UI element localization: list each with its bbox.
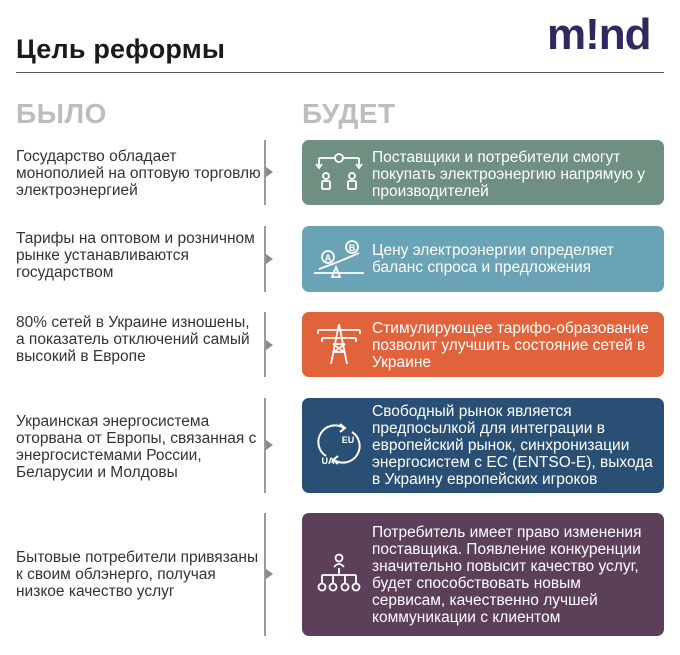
before-text-5: Бытовые потребители привязаны к своим облэнерго, получая низкое качество услуг: [16, 549, 259, 600]
after-text-4: Свободный рынок является предпосылкой для интеграции в европейский рынок, синхронизации энергосистем с ЕС (ENTSO-E), выхода в Украину европейских игроков: [372, 403, 653, 488]
after-card-4: [302, 398, 664, 493]
after-card-1: [302, 140, 664, 205]
column-heading-before: БЫЛО: [16, 98, 107, 129]
after-text-3: Стимулирующее тарифо-образование позволит улучшить состояние сетей в Украине: [372, 320, 649, 371]
header-divider: [16, 72, 664, 73]
icon-label-eu: EU: [341, 435, 355, 445]
after-text-5: Потребитель имеет право изменения поставщика. Появление конкуренции значительно повысит качество услуг, будет способствовать новым сервисам, качественно лучшей коммуникации с клиентом: [372, 524, 642, 626]
after-text-1: Поставщики и потребители смогут покупать электроэнергию напрямую у производителей: [372, 149, 646, 200]
arrow-icon: [266, 340, 273, 350]
arrow-icon: [266, 167, 273, 177]
before-text-2: Тарифы на оптовом и розничном рынке устанавливаются государством: [16, 230, 255, 281]
power-tower-icon: [314, 322, 364, 366]
balance-scale-icon: [314, 237, 364, 281]
after-card-3: [302, 312, 664, 377]
column-heading-after: БУДЕТ: [302, 98, 396, 129]
icon-label-b: B: [348, 243, 356, 253]
after-card-5: [302, 513, 664, 636]
hierarchy-network-icon: [314, 553, 364, 597]
icon-label-ua: UA: [321, 456, 335, 466]
before-text-3: 80% сетей в Украине изношены, а показатель отключений самый высокий в Европе: [16, 314, 250, 365]
brand-logo: m!nd: [547, 10, 651, 59]
after-text-2: Цену электроэнергии определяет баланс спроса и предложения: [372, 242, 614, 276]
eu-ua-cycle-icon: [314, 422, 364, 466]
arrow-icon: [266, 254, 273, 264]
before-text-4: Украинская энергосистема оторвана от Европы, связанная с энергосистемами России, Беларусии и Молдовы: [16, 413, 257, 481]
icon-label-a: A: [324, 253, 332, 263]
page-title: Цель реформы: [16, 34, 226, 64]
before-text-1: Государство обладает монополией на оптовую торговлю электроэнергией: [16, 148, 261, 199]
after-card-2: [302, 226, 664, 292]
arrow-icon: [266, 440, 273, 450]
exchange-people-icon: [314, 150, 364, 194]
arrow-icon: [266, 569, 273, 579]
